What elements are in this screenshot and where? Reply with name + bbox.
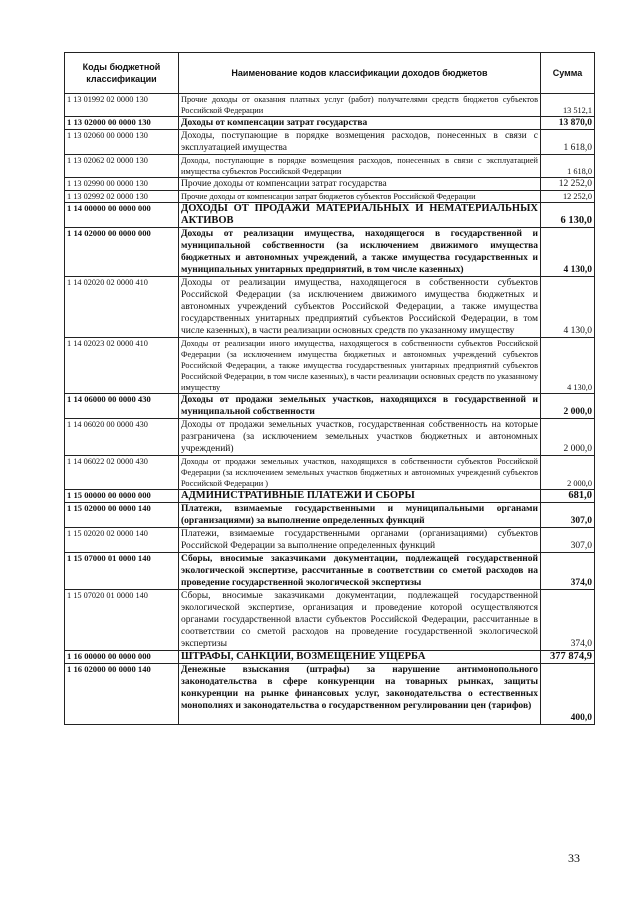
row-name: Прочие доходы от компенсации затрат бюджетов субъектов Российской Федерации [179,191,541,203]
table-row [65,651,595,664]
row-name: ШТРАФЫ, САНКЦИИ, ВОЗМЕЩЕНИЕ УЩЕРБА [179,651,541,664]
table-row [65,228,595,277]
row-name: Прочие доходы от компенсации затрат государства [179,178,541,191]
table-row [65,191,595,203]
row-name: Доходы от реализации имущества, находящегося в собственности субъектов Российской Федерации (за исключением движимого имущества бюджетных и автономных учреждений субъектов Российской Федерации, а также имущества государственных унитарных предприятий субъектов Российской Федерации, в том числе казенных), в части реализации основных средств по указанному имуществу [179,277,541,338]
row-code: 1 13 02060 00 0000 130 [65,130,179,155]
table-row [65,94,595,117]
row-code: 1 13 02000 00 0000 130 [65,117,179,130]
table-header-row [65,53,595,94]
row-name: Доходы от продажи земельных участков, находящихся в собственности субъектов Российской Федерации (за исключением земельных участков бюджетных и автономных учреждений субъектов Российской Федерации ) [179,456,541,490]
row-code: 1 16 00000 00 0000 000 [65,651,179,664]
row-sum: 2 000,0 [541,419,595,456]
row-sum: 400,0 [541,664,595,725]
row-name: Сборы, вносимые заказчиками документации, подлежащей государственной экологической экспертизе, организация и проведение которой осуществляются органами государственной власти субъектов Российской Федерации, рассчитанные в соответствии со сметой расходов на проведение государственной экологической экспертизы [179,590,541,651]
row-name: ДОХОДЫ ОТ ПРОДАЖИ МАТЕРИАЛЬНЫХ И НЕМАТЕРИАЛЬНЫХ АКТИВОВ [179,203,541,228]
row-code: 1 15 07020 01 0000 140 [65,590,179,651]
row-name: Сборы, вносимые заказчиками документации, подлежащей государственной экологической экспертизе, рассчитанные в соответствии со сметой расходов на проведение государственной экологической экспертизы [179,553,541,590]
row-code: 1 13 02062 02 0000 130 [65,155,179,178]
row-name: Платежи, взимаемые государственными органами (организациями) субъектов Российской Федерации за выполнение определенных функций [179,528,541,553]
revenue-table-sheet [64,52,594,725]
table-row [65,277,595,338]
row-name: Доходы от реализации иного имущества, находящегося в собственности субъектов Российской Федерации (за исключением имущества бюджетных и автономных учреждений субъектов Российской Федерации, а также имущества государственных унитарных предприятий субъектов Российской Федерации, в том числе казенных), в части реализации основных средств по указанному имуществу [179,338,541,394]
row-code: 1 15 07000 01 0000 140 [65,553,179,590]
row-code: 1 14 02023 02 0000 410 [65,338,179,394]
row-sum: 2 000,0 [541,456,595,490]
row-sum: 2 000,0 [541,394,595,419]
row-sum: 307,0 [541,528,595,553]
row-name: Денежные взыскания (штрафы) за нарушение антимонопольного законодательства в сфере конкуренции на товарных рынках, защиты конкуренции на рынке финансовых услуг, законодательства о естественных монополиях и законодательства о государственном регулировании цен (тарифов) [179,664,541,725]
table-row [65,528,595,553]
row-sum: 377 874,9 [541,651,595,664]
header-sum: Сумма [541,53,595,94]
row-code: 1 15 02000 00 0000 140 [65,503,179,528]
row-sum: 6 130,0 [541,203,595,228]
table-row [65,503,595,528]
row-sum: 4 130,0 [541,277,595,338]
row-code: 1 14 02020 02 0000 410 [65,277,179,338]
row-sum: 1 618,0 [541,155,595,178]
table-row [65,117,595,130]
table-row [65,456,595,490]
row-name: Доходы от компенсации затрат государства [179,117,541,130]
table-row [65,553,595,590]
row-sum: 13 512,1 [541,94,595,117]
row-code: 1 14 06022 02 0000 430 [65,456,179,490]
row-name: Доходы от продажи земельных участков, находящихся в государственной и муниципальной собственности [179,394,541,419]
row-code: 1 14 02000 00 0000 000 [65,228,179,277]
row-name: Доходы, поступающие в порядке возмещения расходов, понесенных в связи с эксплуатацией имущества [179,130,541,155]
row-name: АДМИНИСТРАТИВНЫЕ ПЛАТЕЖИ И СБОРЫ [179,490,541,503]
row-sum: 4 130,0 [541,228,595,277]
row-sum: 1 618,0 [541,130,595,155]
row-name: Доходы, поступающие в порядке возмещения расходов, понесенных в связи с эксплуатацией имущества субъектов Российской Федерации [179,155,541,178]
row-code: 1 15 00000 00 0000 000 [65,490,179,503]
row-sum: 12 252,0 [541,178,595,191]
row-sum: 307,0 [541,503,595,528]
table-row [65,394,595,419]
table-row [65,203,595,228]
row-sum: 13 870,0 [541,117,595,130]
table-row [65,155,595,178]
header-name: Наименование кодов классификации доходов бюджетов [179,53,541,94]
table-row [65,490,595,503]
row-code: 1 13 01992 02 0000 130 [65,94,179,117]
row-code: 1 16 02000 00 0000 140 [65,664,179,725]
row-name: Доходы от продажи земельных участков, государственная собственность на которые разграничена (за исключением земельных участков бюджетных и автономных учреждений) [179,419,541,456]
row-sum: 374,0 [541,590,595,651]
table-row [65,419,595,456]
row-sum: 681,0 [541,490,595,503]
row-code: 1 14 00000 00 0000 000 [65,203,179,228]
table-row [65,178,595,191]
row-sum: 4 130,0 [541,338,595,394]
budget-revenue-table [64,52,595,725]
table-row [65,338,595,394]
row-code: 1 14 06020 00 0000 430 [65,419,179,456]
row-code: 1 15 02020 02 0000 140 [65,528,179,553]
row-sum: 12 252,0 [541,191,595,203]
table-row [65,590,595,651]
row-code: 1 14 06000 00 0000 430 [65,394,179,419]
row-code: 1 13 02992 02 0000 130 [65,191,179,203]
row-name: Доходы от реализации имущества, находящегося в государственной и муниципальной собственности (за исключением движимого имущества бюджетных и автономных учреждений, а также имущества государственных и муниципальных унитарных предприятий, в том числе казенных) [179,228,541,277]
row-name: Прочие доходы от оказания платных услуг (работ) получателями средств бюджетов субъектов Российской Федерации [179,94,541,117]
table-row [65,664,595,725]
row-code: 1 13 02990 00 0000 130 [65,178,179,191]
table-row [65,130,595,155]
page-number: 33 [568,851,580,865]
header-code: Коды бюджетной классификации [65,53,179,94]
row-name: Платежи, взимаемые государственными и муниципальными органами (организациями) за выполнение определенных функций [179,503,541,528]
row-sum: 374,0 [541,553,595,590]
